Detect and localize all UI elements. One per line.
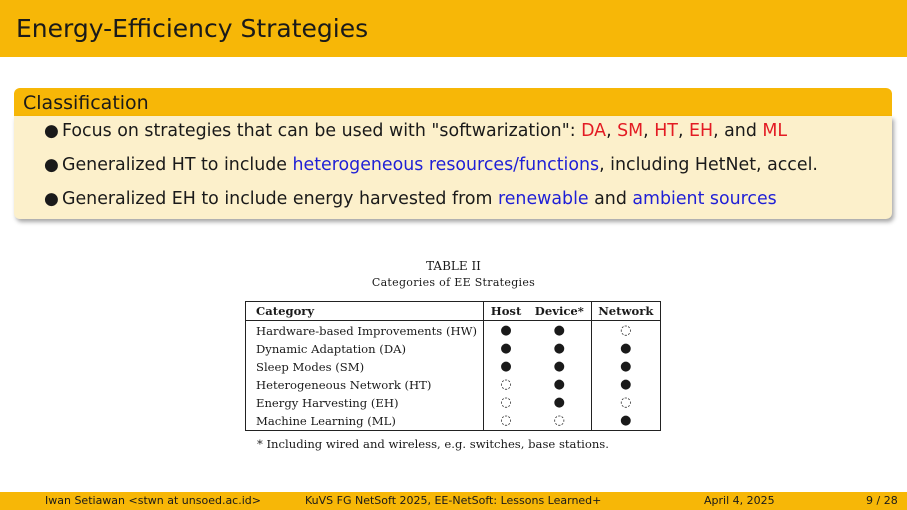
device-mark: ●: [553, 377, 565, 392]
bullet-item: [44, 189, 777, 209]
network-mark: ●: [591, 358, 660, 376]
slide-title: Energy-Efficiency Strategies: [16, 14, 369, 43]
bullet-item: [44, 121, 788, 141]
category-cell: Machine Learning (ML): [246, 412, 484, 431]
bullet-separator: , and: [713, 121, 763, 141]
network-mark: ◌: [591, 321, 660, 341]
bullet-text: Generalized HT to include: [62, 155, 293, 175]
category-cell: Energy Harvesting (EH): [246, 394, 484, 412]
header-device: Device*: [528, 302, 591, 321]
network-mark: ◌: [591, 394, 660, 412]
footer-date: April 4, 2025: [704, 494, 775, 507]
device-mark: ●: [553, 395, 565, 410]
category-cell: Sleep Modes (SM): [246, 358, 484, 376]
tag-ml: ML: [762, 121, 788, 141]
highlight-text: heterogeneous resources/functions: [292, 155, 600, 175]
category-cell: Hardware-based Improvements (HW): [246, 321, 484, 341]
table-row: [246, 376, 661, 394]
device-mark: ●: [553, 359, 565, 374]
header-network: Network: [591, 302, 660, 321]
footer-bar: [0, 492, 907, 510]
block-header: [14, 88, 892, 116]
device-mark: ◌: [553, 413, 565, 428]
bullet-item: [44, 155, 818, 175]
tag-ht: HT: [654, 121, 678, 141]
bullet-separator: ,: [606, 121, 618, 141]
table-row: [246, 321, 661, 341]
bullet-dot-icon: ●: [44, 155, 59, 175]
footer-talk-title: KuVS FG NetSoft 2025, EE-NetSoft: Lessons Learned+: [305, 494, 602, 507]
highlight-text: renewable: [497, 189, 589, 209]
table-row: [246, 394, 661, 412]
network-mark: ●: [591, 376, 660, 394]
bullet-separator: ,: [643, 121, 655, 141]
host-mark: ◌: [500, 413, 512, 428]
host-mark: ◌: [500, 377, 512, 392]
table-caption: TABLE II: [426, 259, 481, 273]
bullet-text: Generalized EH to include energy harvested from: [62, 189, 498, 209]
bullet-text: and: [588, 189, 633, 209]
device-mark: ●: [553, 323, 565, 338]
host-mark: ●: [500, 323, 512, 338]
header-category: Category: [246, 302, 484, 321]
category-cell: Dynamic Adaptation (DA): [246, 340, 484, 358]
network-mark: ●: [591, 340, 660, 358]
title-bar: [0, 0, 907, 57]
block-title: Classification: [23, 92, 149, 114]
block-body: [14, 116, 892, 219]
table-header-row: [246, 302, 661, 321]
table-row: [246, 358, 661, 376]
bullet-text: Focus on strategies that can be used with "softwarization":: [62, 121, 582, 141]
bullet-text: , including HetNet, accel.: [599, 155, 818, 175]
tag-da: DA: [581, 121, 607, 141]
footer-page-number: 9 / 28: [866, 494, 898, 507]
ee-strategies-table: [245, 301, 661, 431]
host-mark: ●: [500, 359, 512, 374]
header-host: Host: [484, 302, 529, 321]
tag-sm: SM: [617, 121, 644, 141]
classification-block: [14, 88, 892, 218]
host-mark: ◌: [500, 395, 512, 410]
highlight-text: ambient sources: [632, 189, 777, 209]
footer-author: Iwan Setiawan <stwn at unsoed.ac.id>: [45, 494, 261, 507]
table-row: [246, 340, 661, 358]
table-row: [246, 412, 661, 431]
tag-eh: EH: [689, 121, 714, 141]
bullet-dot-icon: ●: [44, 189, 59, 209]
device-mark: ●: [553, 341, 565, 356]
table-footnote: * Including wired and wireless, e.g. switches, base stations.: [257, 437, 609, 451]
network-mark: ●: [591, 412, 660, 431]
bullet-separator: ,: [677, 121, 689, 141]
bullet-dot-icon: ●: [44, 121, 59, 141]
table-subcaption: Categories of EE Strategies: [371, 276, 536, 289]
category-cell: Heterogeneous Network (HT): [246, 376, 484, 394]
host-mark: ●: [500, 341, 512, 356]
